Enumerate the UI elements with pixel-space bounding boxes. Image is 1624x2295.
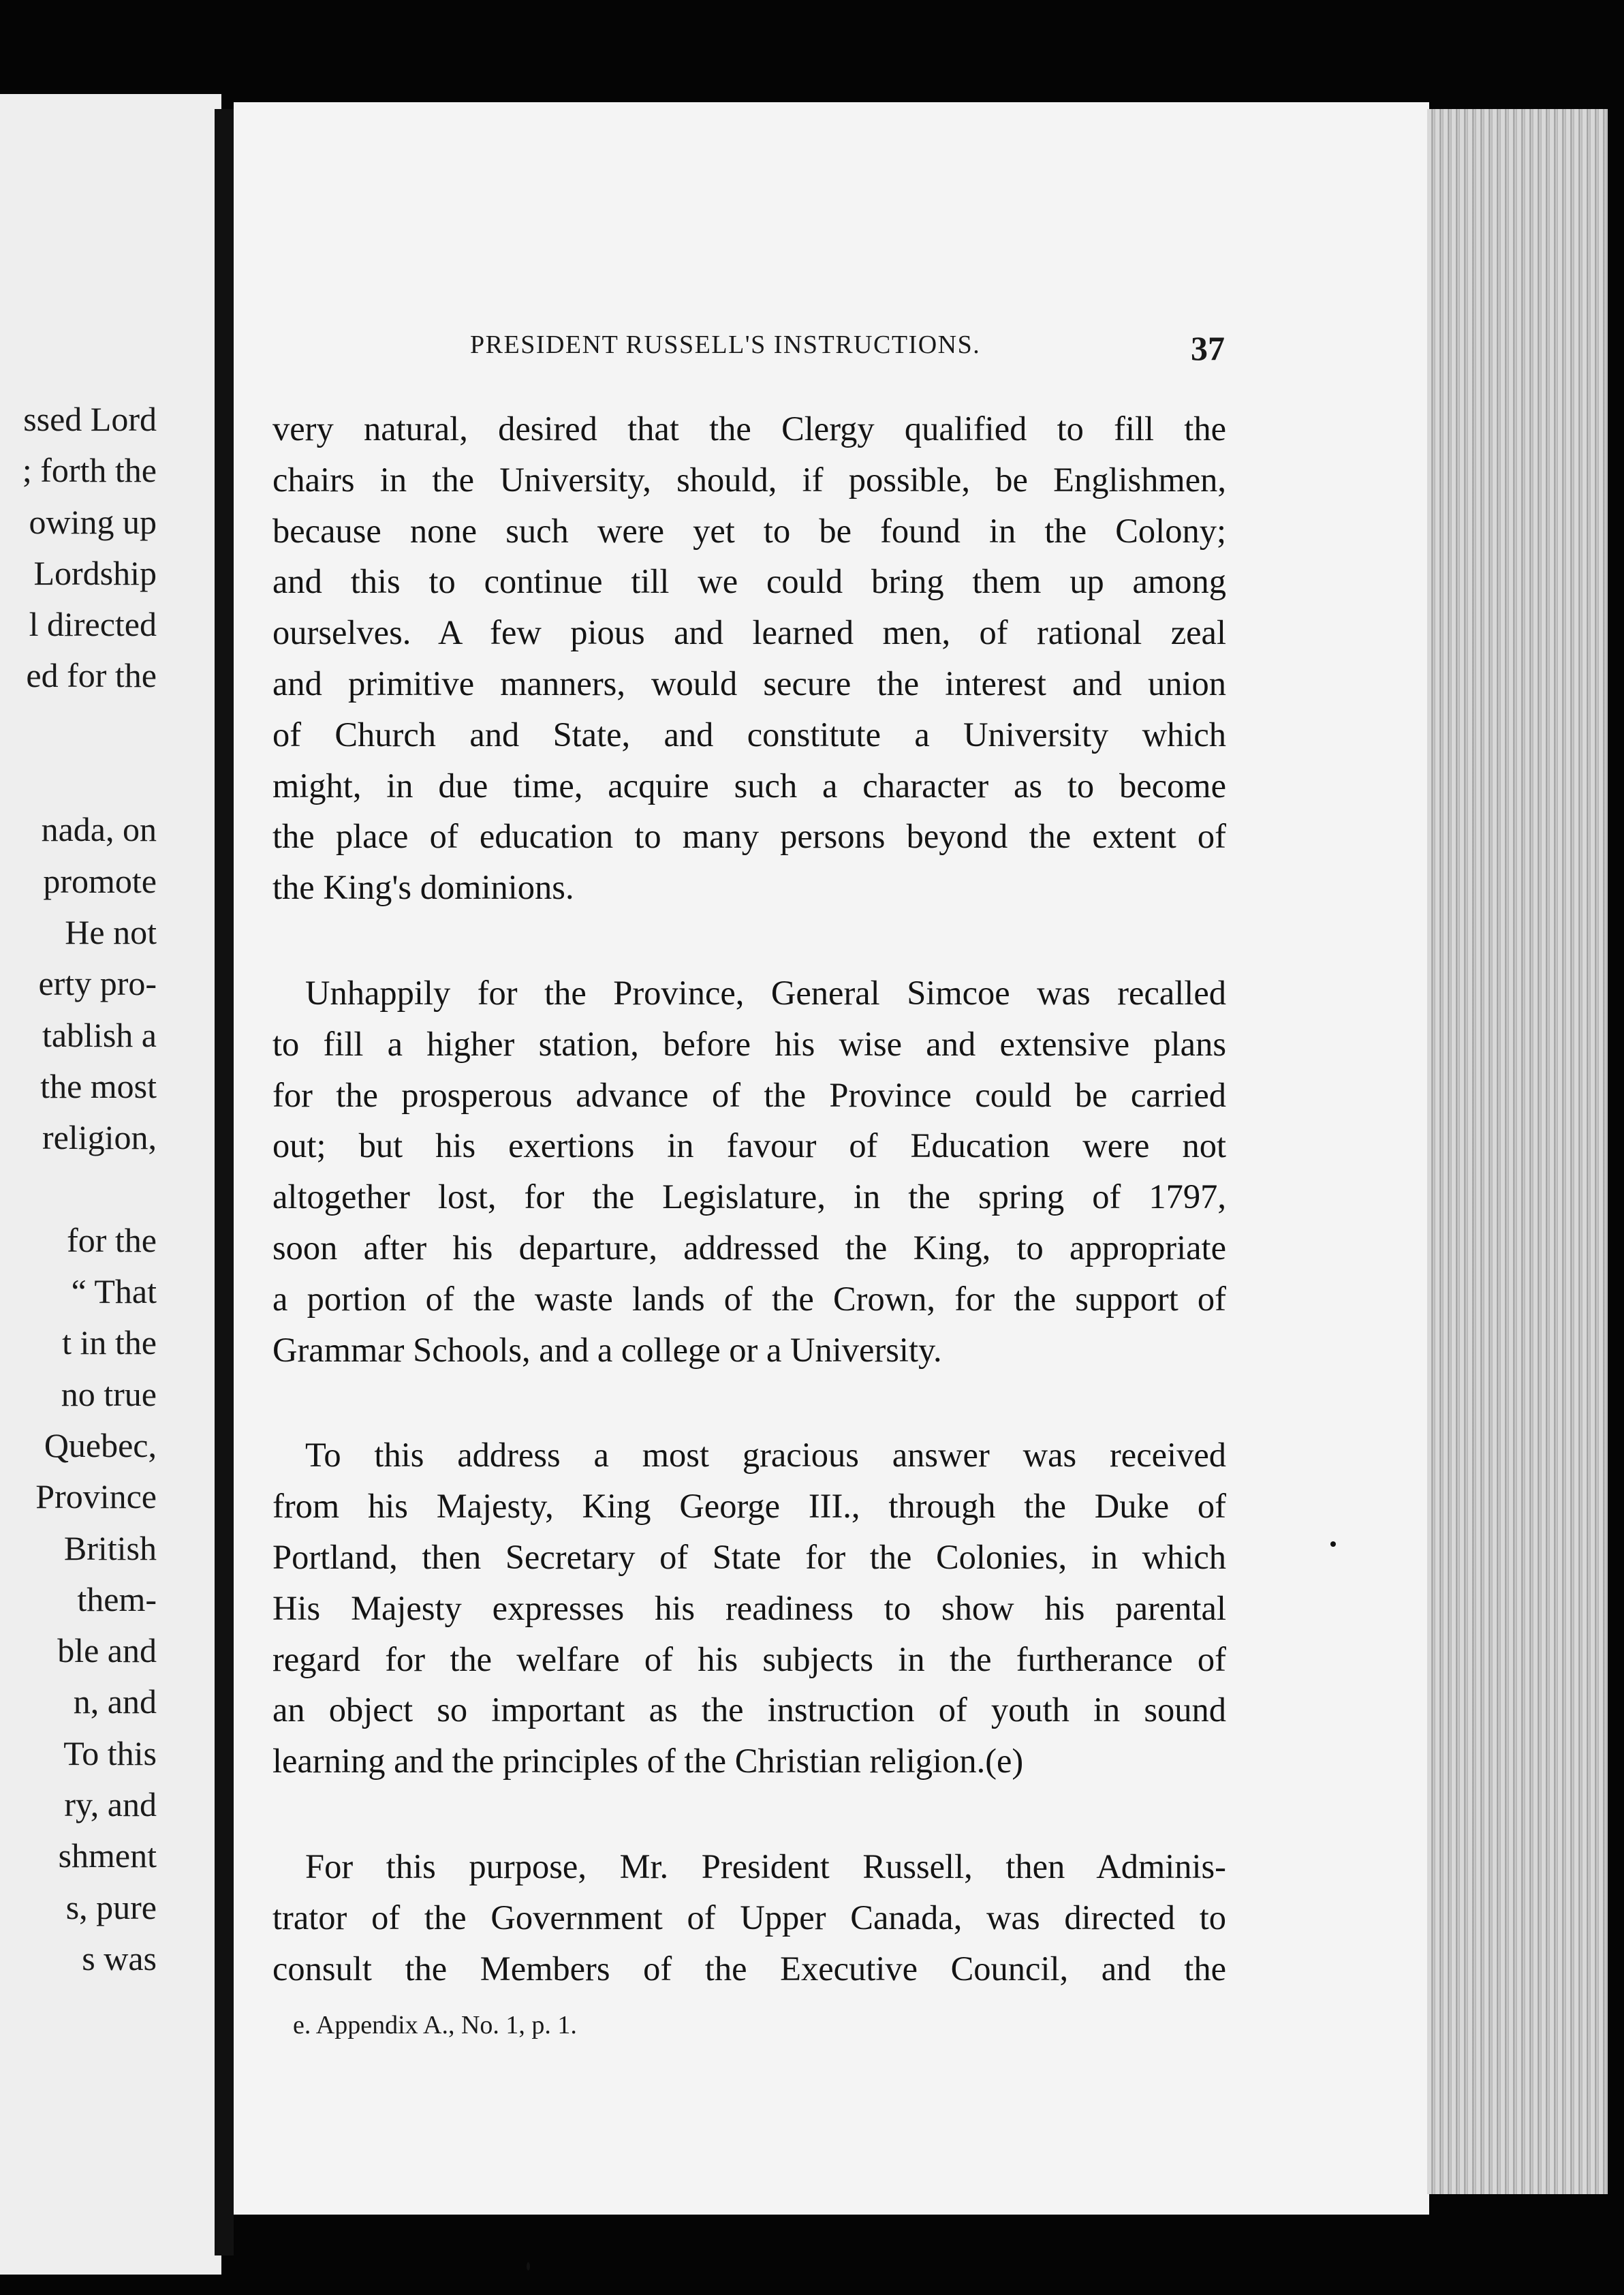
left-page-line: for the	[67, 1220, 157, 1259]
text-line: a portion of the waste lands of the Crown, for the support of	[272, 1279, 1226, 1318]
left-page-line: ; forth the	[22, 451, 157, 490]
text-line: chairs in the University, should, if possible, be Englishmen,	[272, 460, 1226, 499]
text-line: learning and the principles of the Christian religion.(e)	[272, 1742, 1024, 1781]
left-page-line: ssed Lord	[23, 400, 157, 438]
left-page-line: religion,	[42, 1118, 157, 1157]
left-page-line: nada, on	[41, 810, 157, 849]
text-line: and this to continue till we could bring them up among	[272, 562, 1226, 601]
text-line: of Church and State, and constitute a University which	[272, 715, 1226, 754]
text-line: from his Majesty, King George III., through the Duke of	[272, 1487, 1226, 1526]
text-line: might, in due time, acquire such a character as to become	[272, 766, 1226, 805]
text-line: out; but his exertions in favour of Education were not	[272, 1126, 1226, 1165]
left-page	[0, 94, 221, 2275]
left-page-line: “ That	[71, 1272, 157, 1311]
text-line: Unhappily for the Province, General Simcoe was recalled	[305, 973, 1226, 1012]
ink-speck	[1330, 1541, 1336, 1547]
left-page-line: the most	[40, 1066, 157, 1105]
body-text	[272, 403, 1226, 1994]
left-page-line: He not	[65, 912, 157, 951]
left-page-line: Lordship	[33, 553, 157, 592]
left-page-line	[0, 702, 221, 753]
left-page-line: t in the	[62, 1323, 157, 1362]
text-line: and primitive manners, would secure the interest and union	[272, 664, 1226, 703]
left-page-line: no true	[61, 1374, 157, 1413]
text-line: because none such were yet to be found in the Colony;	[272, 511, 1226, 550]
text-line: For this purpose, Mr. President Russell, then Adminis-	[305, 1847, 1226, 1885]
text-line: very natural, desired that the Clergy qualified to fill the	[272, 410, 1226, 448]
paragraph	[272, 968, 1226, 1375]
left-page-line	[0, 753, 221, 804]
footnote: e. Appendix A., No. 1, p. 1.	[293, 2011, 577, 2039]
text-line: His Majesty expresses his readiness to show his parental	[272, 1588, 1226, 1627]
paragraph-gap	[272, 1375, 1226, 1430]
left-page-line: ed for the	[26, 656, 157, 695]
page-number: 37	[1191, 329, 1225, 367]
left-page-line: Province	[35, 1477, 157, 1516]
left-page-line: n, and	[73, 1682, 157, 1721]
left-page-line: promote	[43, 861, 157, 900]
text-line: the place of education to many persons beyond the extent of	[272, 817, 1226, 856]
ink-speck	[527, 2262, 530, 2270]
text-line: trator of the Government of Upper Canada, was directed to	[272, 1898, 1226, 1937]
paragraph	[272, 1841, 1226, 1994]
page-edges	[1427, 109, 1608, 2194]
text-line: Grammar Schools, and a college or a University.	[272, 1330, 942, 1369]
text-line: To this address a most gracious answer was received	[305, 1436, 1226, 1475]
text-line: soon after his departure, addressed the King, to appropriate	[272, 1228, 1226, 1267]
left-page-line: erty pro-	[38, 964, 157, 1003]
left-page-line: shment	[58, 1836, 157, 1875]
left-page-line: s was	[82, 1939, 157, 1977]
text-line: for the prosperous advance of the Province could be carried	[272, 1075, 1226, 1114]
text-line: ourselves. A few pious and learned men, of rational zeal	[272, 613, 1226, 652]
left-page-line: owing up	[29, 502, 157, 541]
left-page-line: ble and	[57, 1631, 157, 1670]
left-page-text	[0, 394, 221, 1984]
left-page-line: Quebec,	[44, 1426, 157, 1464]
text-line: an object so important as the instruction of youth in sound	[272, 1691, 1226, 1729]
paragraph	[272, 1430, 1226, 1787]
left-page-line: British	[63, 1528, 157, 1567]
left-page-line: tablish a	[42, 1015, 157, 1054]
left-page-line	[0, 1163, 221, 1214]
book-gutter	[215, 109, 234, 2255]
text-line: Portland, then Secretary of State for the Colonies, in which	[272, 1537, 1226, 1576]
paragraph-gap	[272, 913, 1226, 968]
text-line: to fill a higher station, before his wise and extensive plans	[272, 1024, 1226, 1063]
paragraph	[272, 403, 1226, 913]
left-page-line: them-	[77, 1580, 157, 1618]
left-page-line: s, pure	[65, 1888, 157, 1926]
text-line: regard for the welfare of his subjects in the furtherance of	[272, 1639, 1226, 1678]
text-line: the King's dominions.	[272, 868, 574, 907]
running-head: PRESIDENT RUSSELL'S INSTRUCTIONS.	[470, 330, 981, 359]
text-line: altogether lost, for the Legislature, in the spring of 1797,	[272, 1177, 1226, 1216]
left-page-line: ry, and	[64, 1785, 157, 1824]
text-line: consult the Members of the Executive Council, and the	[272, 1949, 1226, 1988]
left-page-line: l directed	[29, 605, 157, 644]
left-page-line: To this	[63, 1734, 157, 1772]
paragraph-gap	[272, 1787, 1226, 1841]
